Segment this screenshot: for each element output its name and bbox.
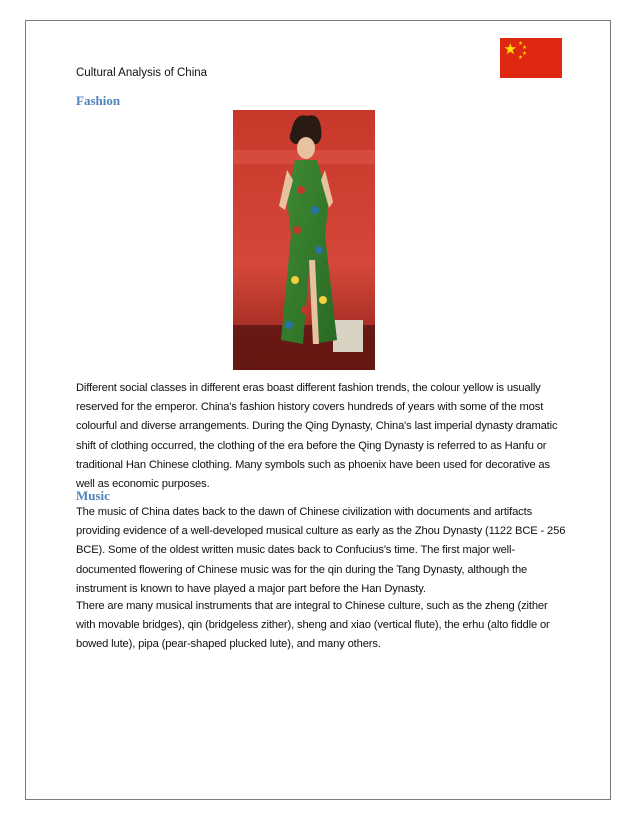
document-header: Cultural Analysis of China [76, 67, 208, 79]
fashion-model-photo [233, 110, 375, 370]
china-flag-icon [500, 38, 562, 78]
music-paragraph-2: There are many musical instruments that are integral to Chinese culture, such as the zheng (zither with movable bridges), qin (bridgeless zither), sheng and xiao (vertical flute), the erhu (alto fiddle or bowed lute), pipa (pear-shaped plucked lute), and many others. [76, 600, 550, 651]
music-heading: Music [76, 488, 110, 503]
fashion-paragraph: Different social classes in different eras boast different fashion trends, the colour yellow is usually reserved for the emperor. China's fashion history covers hundreds of years with some of the most colourful and diverse arrangements. During the Qing Dynasty, China's last imperial dynasty dramatic shift of clothing occurred, the clothing of the era before the Qing Dynasty is referred to as Hanfu or traditional Han Chinese clothing. Many symbols such as phoenix have been used for decorative as well as economic purposes. [76, 382, 558, 491]
music-paragraph-1: The music of China dates back to the dawn of Chinese civilization with documents and artifacts providing evidence of a well-developed musical culture as early as the Zhou Dynasty (1122 BCE - 256 BCE). Some of the oldest written music dates back to Confucius's time. The first major well-documented flowering of Chinese music was for the qin during the Tang Dynasty, although the instrument is known to have played a major part before the Han Dynasty. [76, 506, 566, 595]
fashion-heading: Fashion [76, 93, 121, 108]
